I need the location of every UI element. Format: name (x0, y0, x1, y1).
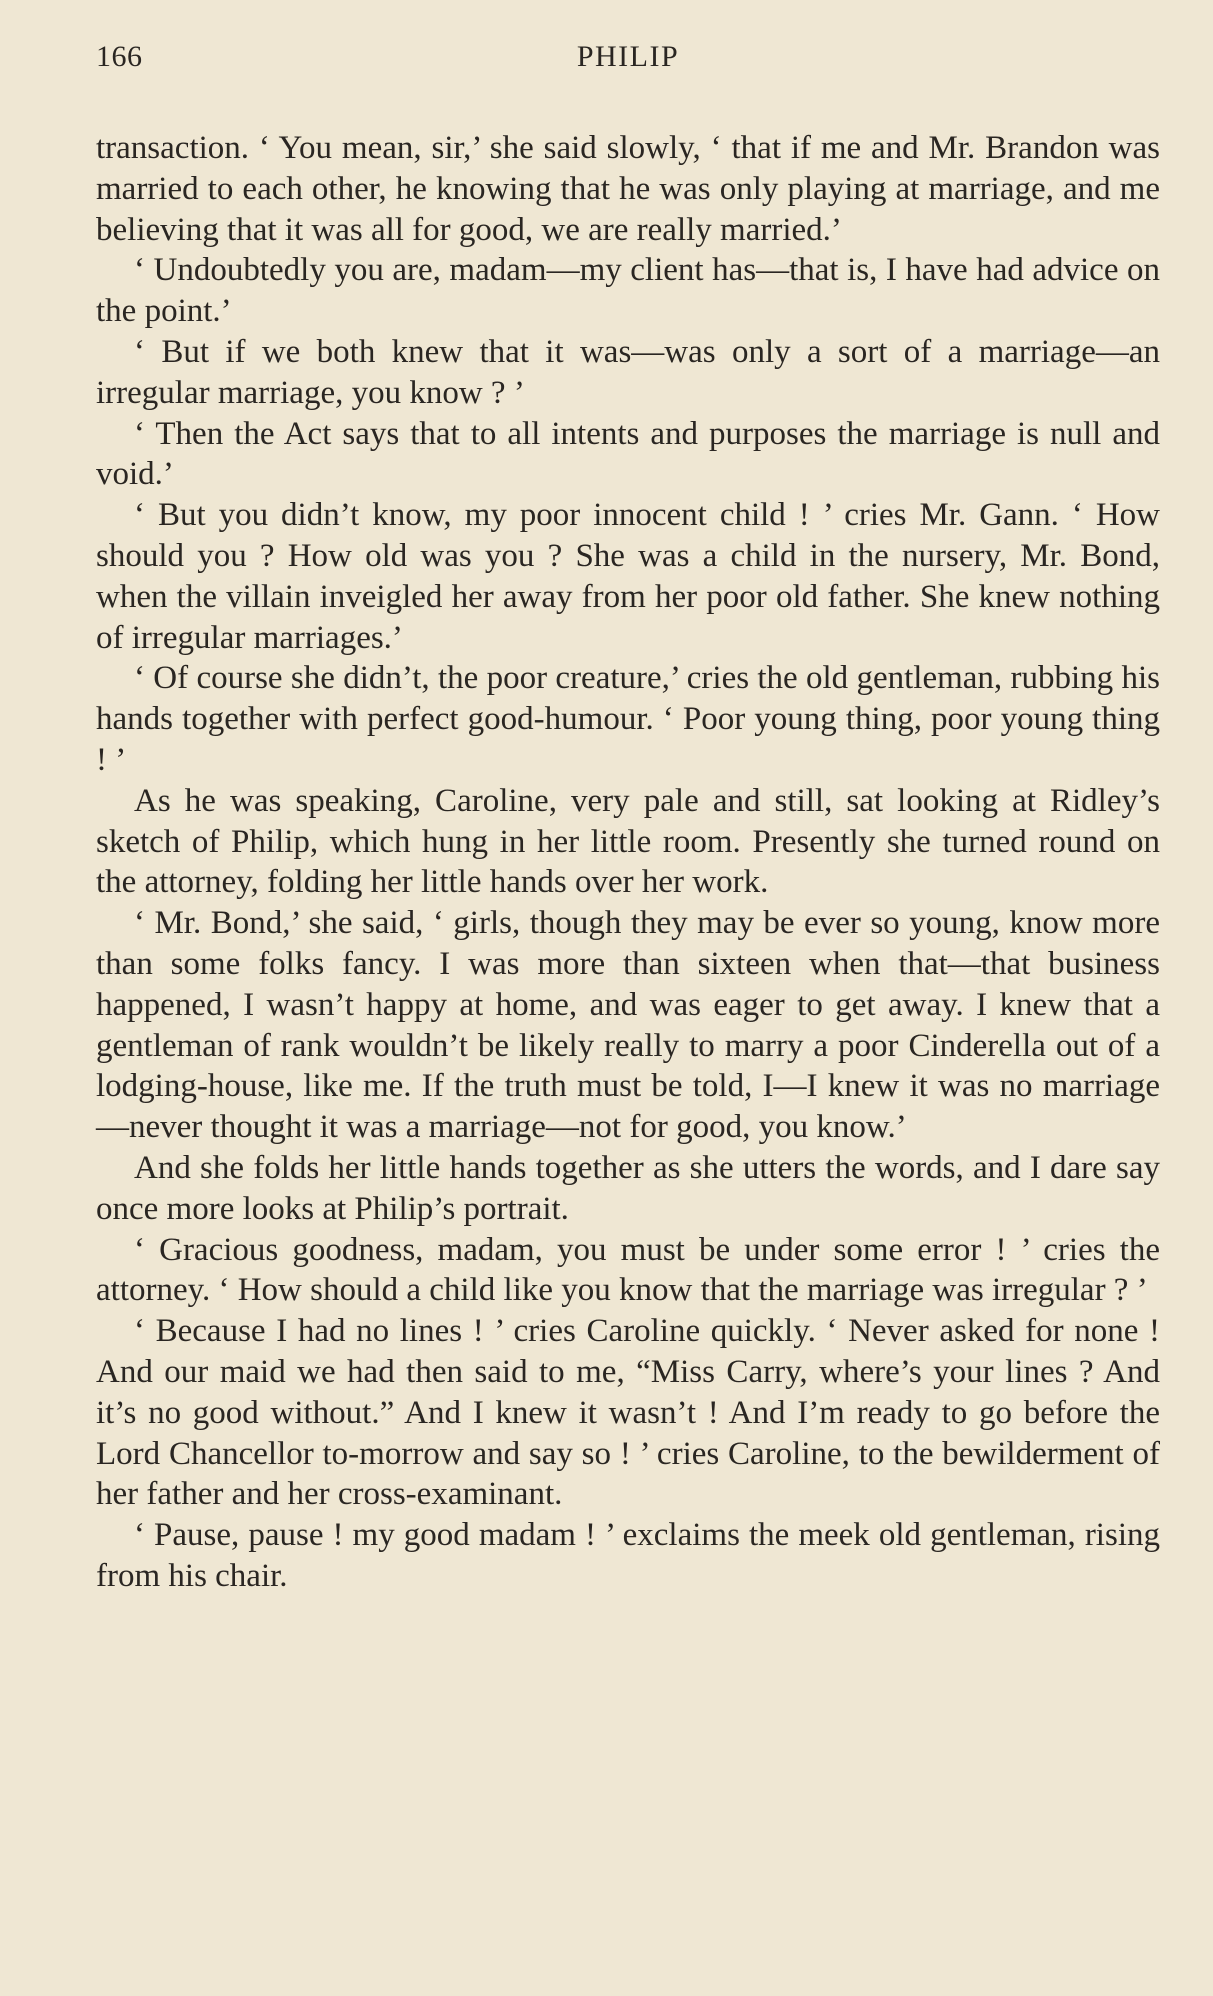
book-page (96, 40, 1160, 1597)
paragraph: ‘ Of course she didn’t, the poor creature,’ cries the old gentleman, rubbing his hands together with perfect good-humour. ‘ Poor young thing, poor young thing ! ’ (96, 660, 1160, 778)
running-head: PHILIP (576, 40, 680, 73)
page-header (96, 40, 1160, 90)
paragraph: And she folds her little hands together as she utters the words, and I dare say once more looks at Philip’s portrait. (96, 1149, 1160, 1227)
paragraph: transaction. ‘ You mean, sir,’ she said slowly, ‘ that if me and Mr. Brandon was married to each other, he knowing that he was only playing at marriage, and me believing that it was all for good, we are really married.’ (96, 130, 1160, 248)
paragraph: ‘ Because I had no lines ! ’ cries Caroline quickly. ‘ Never asked for none ! And our maid we had then said to me, “Miss Carry, where’s your lines ? And it’s no good without.” And I knew it wasn’t ! And I’m ready to go before the Lord Chancellor to-morrow and say so ! ’ cries Caroline, to the bewilderment of her father and her cross-examinant. (96, 1313, 1160, 1513)
paragraph: ‘ But if we both knew that it was—was only a sort of a marriage—an irregular marriage, you know ? ’ (96, 333, 1160, 411)
paragraph: ‘ Gracious goodness, madam, you must be under some error ! ’ cries the attorney. ‘ How should a child like you know that the marriage was irregular ? ’ (96, 1231, 1160, 1309)
paragraph: ‘ But you didn’t know, my poor innocent child ! ’ cries Mr. Gann. ‘ How should you ? How old was you ? She was a child in the nursery, Mr. Bond, when the villain inveigled her away from her poor old father. She knew nothing of irregular marriages.’ (96, 497, 1160, 656)
paragraph: ‘ Mr. Bond,’ she said, ‘ girls, though they may be ever so young, know more than some folks fancy. I was more than sixteen when that—that business happened, I wasn’t happy at home, and was eager to get away. I knew that a gentleman of rank wouldn’t be likely really to marry a poor Cinderella out of a lodging-house, like me. If the truth must be told, I—I knew it was no marriage—never thought it was a marriage—not for good, you know.’ (96, 905, 1160, 1146)
paragraph: ‘ Undoubtedly you are, madam—my client has—that is, I have had advice on the point.’ (96, 252, 1160, 330)
page-number: 166 (96, 40, 143, 73)
body-text (96, 128, 1160, 1597)
paragraph: ‘ Then the Act says that to all intents and purposes the marriage is null and void.’ (96, 415, 1160, 493)
paragraph: As he was speaking, Caroline, very pale and still, sat looking at Ridley’s sketch of Philip, which hung in her little room. Presently she turned round on the attorney, folding her little hands over her work. (96, 782, 1160, 901)
paragraph: ‘ Pause, pause ! my good madam ! ’ exclaims the meek old gentleman, rising from his chair. (96, 1517, 1160, 1594)
